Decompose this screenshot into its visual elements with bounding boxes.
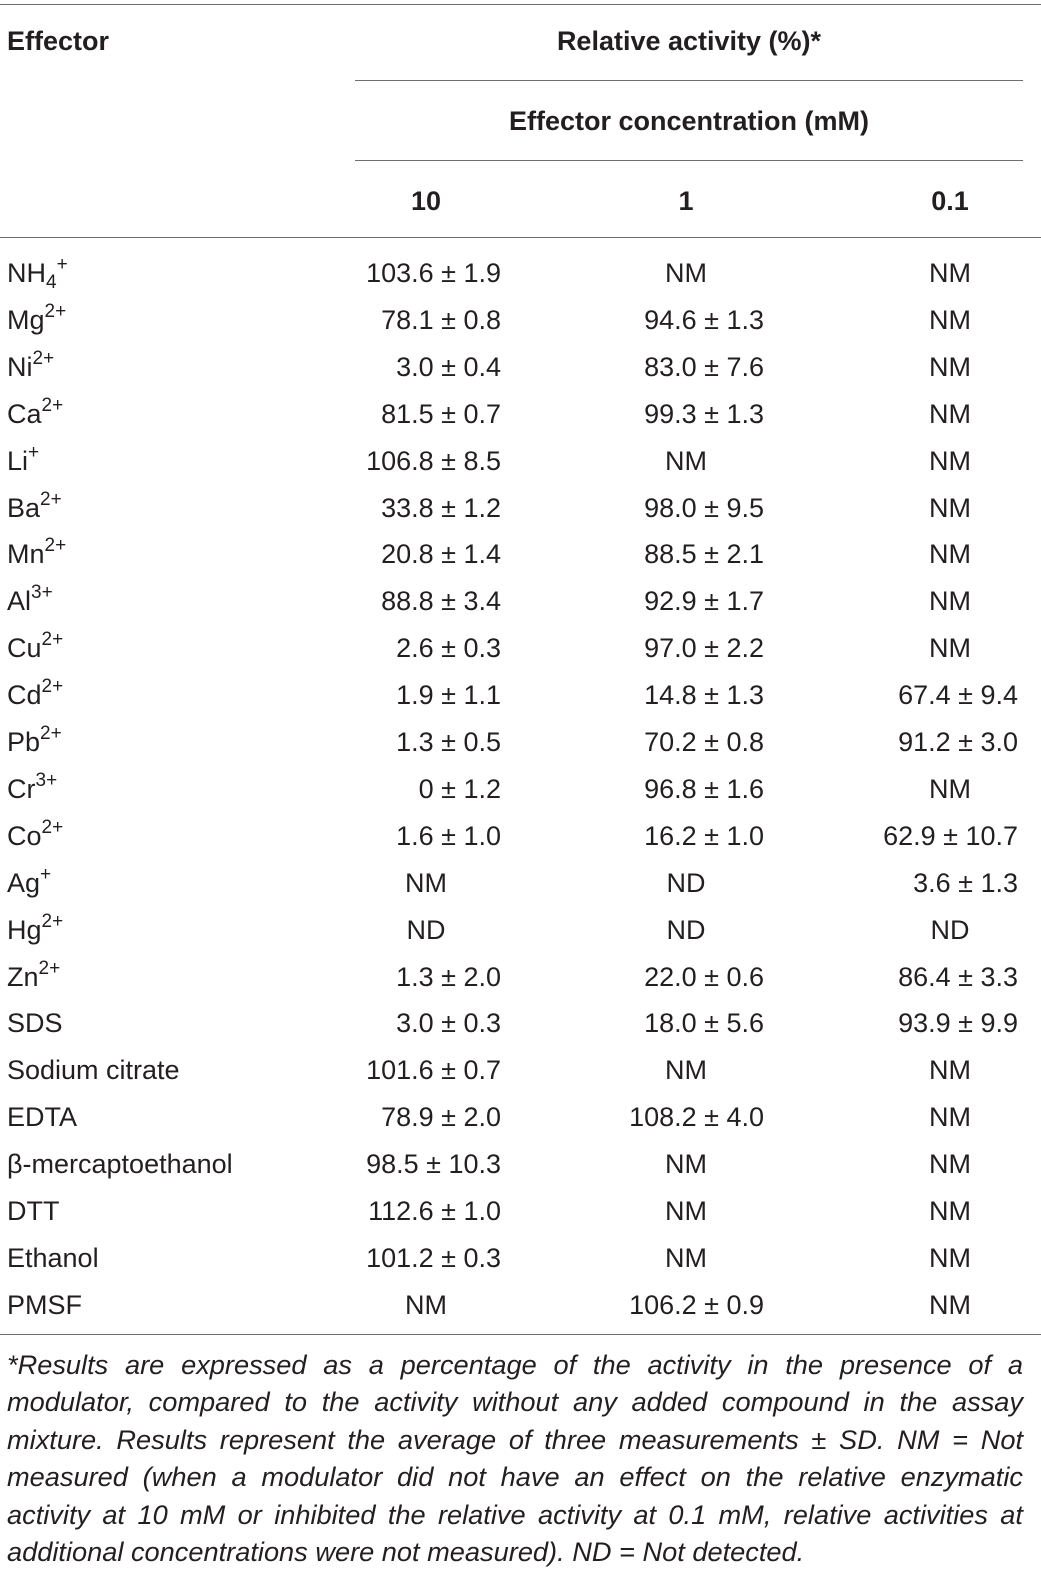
effector-name — [7, 1007, 63, 1039]
value-col01: NM — [929, 773, 971, 804]
effector-name — [7, 1289, 82, 1321]
effector-name — [7, 769, 58, 805]
effector-base: PMSF — [7, 1289, 83, 1320]
value-col10: 88.8 ± 3.4 — [381, 586, 501, 617]
effector-base: Ag — [7, 867, 41, 898]
header-conc-10: 10 — [410, 186, 442, 216]
value-col01: NM — [929, 1102, 971, 1133]
effector-subscript: 4 — [46, 272, 57, 293]
header-relative-activity: Relative activity (%)* — [556, 26, 822, 56]
effector-name — [7, 347, 55, 383]
effector-base: Hg — [7, 914, 42, 945]
value-col01: NM — [929, 445, 971, 476]
value-col01: NM — [929, 539, 971, 570]
value-col10: NM — [405, 1289, 447, 1320]
effector-base: EDTA — [7, 1102, 78, 1133]
effector-base: Li — [7, 445, 29, 476]
value-col01: NM — [929, 304, 971, 335]
value-col10: 1.3 ± 2.0 — [396, 961, 501, 992]
value-col1: 94.6 ± 1.3 — [644, 304, 764, 335]
value-col01: NM — [929, 633, 971, 664]
value-col10: 81.5 ± 0.7 — [381, 398, 501, 429]
value-col1: 97.0 ± 2.2 — [644, 633, 764, 664]
value-col1: 18.0 ± 5.6 — [644, 1008, 764, 1039]
effector-charge: + — [56, 254, 68, 275]
value-col1: 96.8 ± 1.6 — [644, 773, 764, 804]
effector-name — [7, 816, 64, 852]
effector-base: NH — [7, 258, 46, 288]
value-col10: 98.5 ± 10.3 — [366, 1149, 501, 1180]
effector-charge: 2+ — [41, 816, 64, 838]
effector-name — [7, 1054, 180, 1086]
effector-base: Ni — [7, 351, 33, 382]
effector-base: β-mercaptoethanol — [7, 1149, 233, 1180]
header-rule-2 — [355, 160, 1023, 161]
effector-charge: 2+ — [44, 300, 67, 322]
value-col1: NM — [665, 1055, 707, 1086]
value-col1: 14.8 ± 1.3 — [644, 680, 764, 711]
effector-charge: + — [28, 441, 40, 463]
value-col01: NM — [929, 1196, 971, 1226]
effector-base: Cu — [7, 633, 42, 664]
value-col10: 0 ± 1.2 — [418, 773, 501, 804]
bottom-rule — [0, 1334, 1041, 1335]
value-col10: 1.3 ± 0.5 — [396, 727, 501, 757]
value-col10: 3.0 ± 0.3 — [396, 1008, 501, 1039]
value-col01: NM — [929, 1149, 971, 1180]
effector-name — [7, 910, 64, 946]
value-col1: 98.0 ± 9.5 — [644, 492, 764, 523]
effector-name — [7, 254, 68, 293]
value-col01: NM — [929, 398, 971, 429]
value-col1: 70.2 ± 0.8 — [644, 727, 764, 757]
value-col1: 22.0 ± 0.6 — [644, 961, 764, 992]
effector-name — [7, 488, 62, 524]
value-col01: NM — [929, 1242, 971, 1273]
effector-base: Cd — [7, 680, 42, 711]
value-col1: 83.0 ± 7.6 — [644, 351, 764, 382]
value-col1: 106.2 ± 0.9 — [629, 1289, 764, 1320]
effector-base: Mn — [7, 539, 45, 570]
effector-charge: 2+ — [41, 676, 64, 698]
value-col1: 92.9 ± 1.7 — [644, 586, 764, 617]
effector-charge: 2+ — [41, 629, 64, 651]
effector-base: Pb — [7, 727, 41, 757]
effector-name — [7, 629, 64, 664]
value-col10: ND — [406, 914, 446, 945]
effector-base: Mg — [7, 304, 45, 335]
value-col01: 3.6 ± 1.3 — [913, 867, 1018, 898]
effector-name — [7, 1242, 99, 1274]
effector-name — [7, 723, 62, 758]
value-col10: 112.6 ± 1.0 — [368, 1196, 501, 1226]
value-col10: NM — [405, 867, 447, 898]
value-col01: 91.2 ± 3.0 — [898, 727, 1018, 757]
effector-base: Cr — [7, 773, 36, 804]
value-col1: 16.2 ± 1.0 — [644, 820, 764, 851]
value-col1: NM — [665, 1196, 707, 1226]
effector-base: Ba — [7, 492, 41, 523]
value-col1: NM — [665, 445, 707, 476]
value-col10: 103.6 ± 1.9 — [366, 258, 501, 288]
effector-base: Co — [7, 820, 42, 851]
effector-name — [7, 535, 67, 570]
value-col1: NM — [665, 1149, 707, 1180]
effector-name — [7, 1148, 233, 1180]
effector-charge: 2+ — [41, 394, 64, 416]
effector-name — [7, 676, 64, 711]
value-col10: 101.2 ± 0.3 — [366, 1242, 501, 1273]
value-col1: NM — [665, 258, 707, 288]
effector-base: DTT — [7, 1196, 60, 1226]
value-col01: NM — [929, 586, 971, 617]
value-col10: 2.6 ± 0.3 — [396, 633, 501, 664]
header-effector: Effector — [7, 26, 110, 56]
value-col10: 1.9 ± 1.1 — [396, 680, 501, 711]
effector-name — [7, 441, 40, 477]
value-col1: 108.2 ± 4.0 — [629, 1102, 764, 1133]
effector-base: Al — [7, 586, 32, 617]
table-footnote: *Results are expressed as a percentage of the activity in the presence of a modulator, compared to the activity without any added compound in the assay mixture. Results represent the average of three measurements ± SD. NM = Not measured (when a modulator did not have an effect on the relative enzymatic activity at 10 mM or inhibited the relative activity at 0.1 mM, relative activities at additional concentrations were not measured). ND = Not detected. — [7, 1349, 1023, 1568]
value-col10: 78.1 ± 0.8 — [381, 304, 501, 335]
value-col1: 99.3 ± 1.3 — [644, 398, 764, 429]
effector-name — [7, 957, 61, 993]
value-col01: NM — [929, 351, 971, 382]
effector-name — [7, 863, 52, 899]
header-conc-0.1: 0.1 — [931, 186, 969, 216]
effector-charge: + — [40, 863, 52, 885]
value-col10: 78.9 ± 2.0 — [381, 1102, 501, 1133]
effector-base: SDS — [7, 1008, 63, 1039]
value-col01: NM — [929, 1289, 971, 1320]
header-effector-concentration: Effector concentration (mM) — [508, 106, 870, 136]
value-col01: 86.4 ± 3.3 — [898, 961, 1018, 992]
header-conc-1: 1 — [678, 186, 694, 216]
effector-charge: 2+ — [44, 535, 67, 557]
value-col01: 93.9 ± 9.9 — [898, 1008, 1018, 1039]
value-col01: NM — [929, 1055, 971, 1086]
effector-charge: 3+ — [31, 582, 53, 604]
value-col10: 20.8 ± 1.4 — [381, 539, 501, 570]
header-rule-3 — [0, 237, 1041, 238]
effector-name — [7, 394, 64, 430]
effector-base: Ca — [7, 398, 42, 429]
value-col01: NM — [929, 492, 971, 523]
effector-charge: 3+ — [35, 769, 58, 791]
effector-name — [7, 300, 67, 336]
value-col10: 101.6 ± 0.7 — [366, 1055, 501, 1086]
effector-charge: 2+ — [41, 910, 64, 932]
effector-base: Zn — [7, 961, 39, 992]
effector-charge: 2+ — [40, 488, 62, 510]
effector-name — [7, 1101, 77, 1133]
effector-charge: 2+ — [32, 347, 55, 369]
value-col10: 106.8 ± 8.5 — [366, 445, 501, 476]
value-col01: 67.4 ± 9.4 — [898, 680, 1018, 711]
effector-base: Sodium citrate — [7, 1055, 180, 1086]
effector-base: Ethanol — [7, 1242, 99, 1273]
value-col1: NM — [665, 1242, 707, 1273]
value-col1: 88.5 ± 2.1 — [644, 539, 764, 570]
value-col10: 1.6 ± 1.0 — [396, 820, 501, 851]
value-col01: 62.9 ± 10.7 — [883, 820, 1018, 851]
value-col01: NM — [929, 258, 971, 288]
effector-name — [7, 1195, 59, 1227]
effector-charge: 2+ — [38, 957, 61, 979]
value-col10: 3.0 ± 0.4 — [396, 351, 501, 382]
top-rule — [0, 4, 1041, 5]
value-col01: ND — [930, 914, 970, 945]
value-col1: ND — [666, 914, 706, 945]
value-col10: 33.8 ± 1.2 — [381, 492, 501, 523]
effector-charge: 2+ — [40, 723, 62, 744]
effector-name — [7, 582, 53, 617]
header-rule-1 — [355, 80, 1023, 81]
value-col1: ND — [666, 867, 706, 898]
